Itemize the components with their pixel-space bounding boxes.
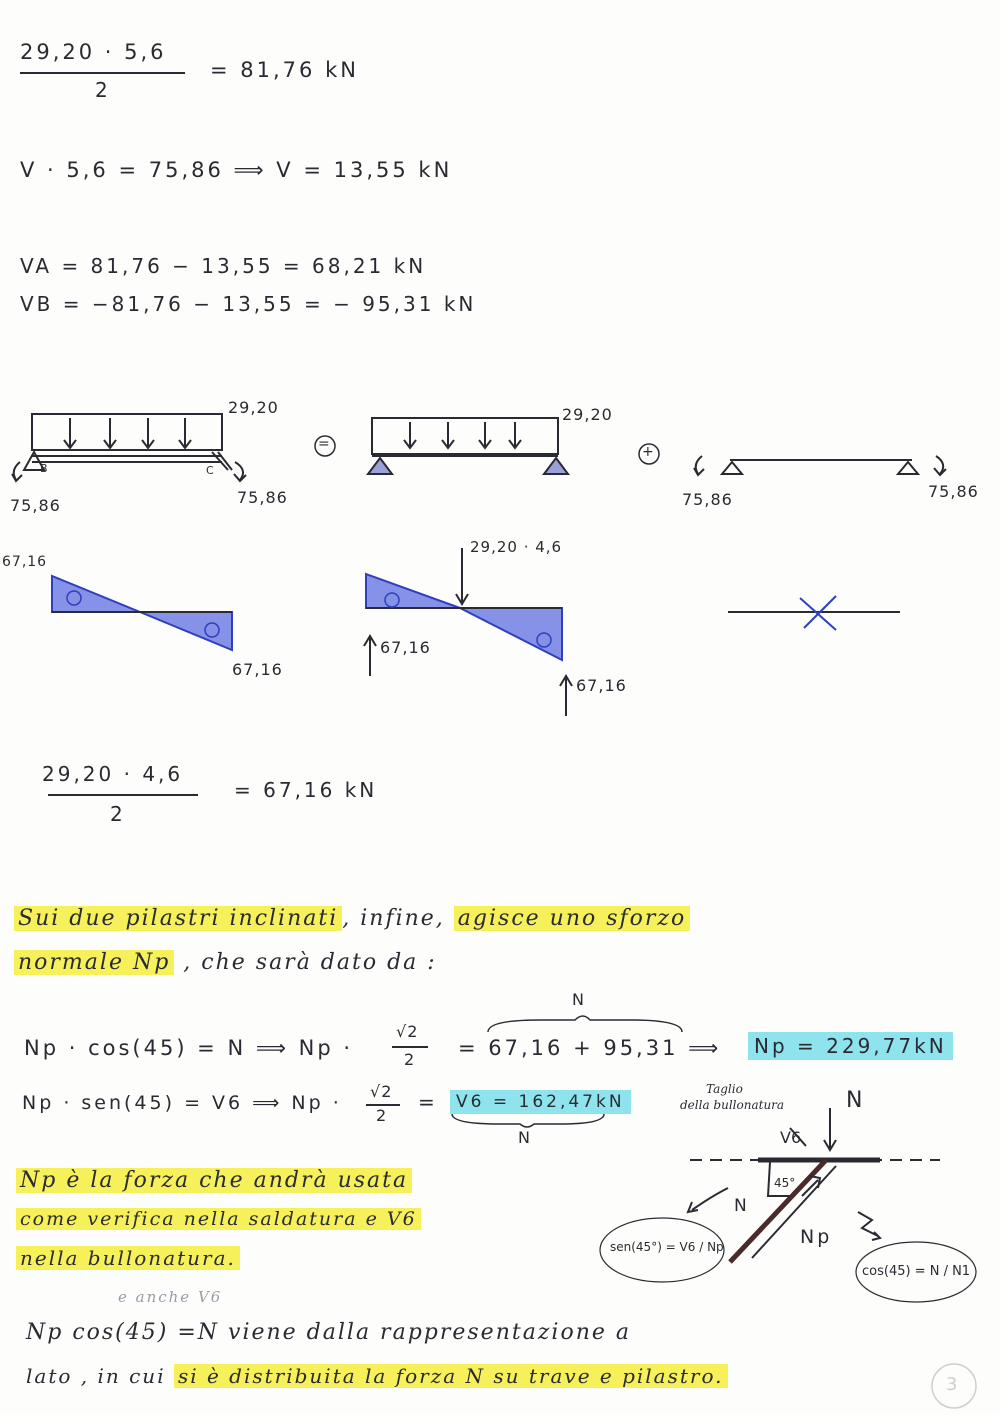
sketch-sen-bubble: sen(45°) = V6 / Np	[610, 1240, 724, 1254]
para2-hl-3: nella bullonatura.	[16, 1246, 240, 1270]
eq6-under-n: N	[518, 1128, 531, 1147]
eq6-result: V6 = 162,47kN	[450, 1090, 631, 1114]
para2-line2	[16, 1208, 421, 1230]
plus-sign: +	[642, 444, 655, 460]
eq-sign: =	[318, 436, 331, 452]
eq4-numerator: 29,20 · 4,6	[42, 762, 184, 786]
sketch-n-top: N	[846, 1088, 866, 1113]
shear-diagram-1	[52, 576, 232, 650]
sketch-angle: 45°	[774, 1176, 796, 1190]
para2-hl-2: come verifica nella saldatura e V6	[16, 1208, 421, 1230]
para1-hl-1: Sui due pilastri inclinati	[14, 906, 342, 931]
sketch-n-mid: N	[734, 1196, 750, 1216]
para1-hl-3: normale Np	[14, 950, 174, 975]
beam-2	[368, 418, 568, 474]
eq6-left: Np · sen(45) = V6 ⟹ Np ·	[22, 1092, 342, 1114]
eq5-over-n: N	[572, 990, 585, 1009]
sketch-bullonatura: della bullonatura	[680, 1098, 785, 1112]
para1-text-2: , che sarà dato da :	[174, 950, 437, 975]
sketch-np: Np	[800, 1226, 833, 1248]
para3-text: lato , in cui	[26, 1364, 174, 1388]
para2-hl-1: Np è la forza che andrà usata	[16, 1168, 412, 1193]
eq5-left: Np · cos(45) = N ⟹ Np ·	[24, 1036, 354, 1060]
para2-line1	[16, 1168, 412, 1193]
para3-line2	[26, 1364, 728, 1388]
para1-line2	[14, 950, 437, 975]
para1-line1	[14, 906, 690, 931]
eq1-result: = 81,76 kN	[210, 58, 359, 82]
moment-label-2: 75,86	[237, 488, 288, 507]
eq5-result: Np = 229,77kN	[748, 1032, 953, 1060]
eq6-frac-num: √2	[370, 1082, 393, 1101]
brace-over	[488, 1016, 682, 1032]
eq6-mid: =	[418, 1090, 438, 1114]
sketch-cos-bubble: cos(45) = N / N1	[862, 1264, 971, 1279]
shear-diagram-3	[728, 596, 900, 630]
para3-hl: si è distribuita la forza N su trave e pilastro.	[174, 1364, 728, 1388]
brace-under	[452, 1114, 604, 1127]
eq6-frac-den: 2	[376, 1106, 388, 1125]
b-label: B	[40, 462, 49, 475]
eq1-denominator: 2	[95, 78, 111, 102]
para2-margin-note: e anche V6	[118, 1288, 223, 1306]
moment-label-4: 75,86	[928, 482, 979, 501]
page-number: 3	[946, 1374, 961, 1395]
sketch-taglio: Taglio	[706, 1082, 743, 1096]
eq5-frac-den: 2	[404, 1050, 416, 1069]
eq4-fraction-line	[48, 794, 198, 796]
para3-line1: Np cos(45) =N viene dalla rappresentazione a	[26, 1320, 631, 1345]
eq5-fraction-line	[392, 1046, 428, 1048]
load-label-2: 29,20	[562, 405, 613, 424]
shear-diagram-2	[364, 548, 572, 716]
point-load-label: 29,20 · 4,6	[470, 538, 563, 556]
reaction-left-label: 67,16	[380, 638, 431, 657]
sketch-v6: V6	[780, 1128, 802, 1147]
para1-text-1: , infine,	[342, 906, 454, 931]
para1-hl-2: agisce uno sforzo	[454, 906, 690, 931]
eq3-va: VA = 81,76 − 13,55 = 68,21 kN	[20, 254, 427, 278]
c-label: C	[206, 464, 215, 477]
load-label-1: 29,20	[228, 398, 279, 417]
eq4-denominator: 2	[110, 802, 126, 826]
eq1-numerator: 29,20 · 5,6	[20, 40, 167, 64]
para2-line3	[16, 1246, 240, 1270]
eq5-frac-num: √2	[396, 1022, 419, 1041]
eq5-mid: = 67,16 + 95,31 ⟹	[458, 1036, 722, 1060]
reaction-right-label: 67,16	[576, 676, 627, 695]
shear-left-label: 67,16	[2, 554, 48, 570]
eq4-result: = 67,16 kN	[234, 778, 378, 802]
moment-label-1: 75,86	[10, 496, 61, 515]
eq2: V · 5,6 = 75,86 ⟹ V = 13,55 kN	[20, 158, 453, 182]
beam-3	[694, 456, 946, 475]
shear-right-label: 67,16	[232, 660, 283, 679]
moment-label-3: 75,86	[682, 490, 733, 509]
eq3-vb: VB = −81,76 − 13,55 = − 95,31 kN	[20, 292, 477, 316]
